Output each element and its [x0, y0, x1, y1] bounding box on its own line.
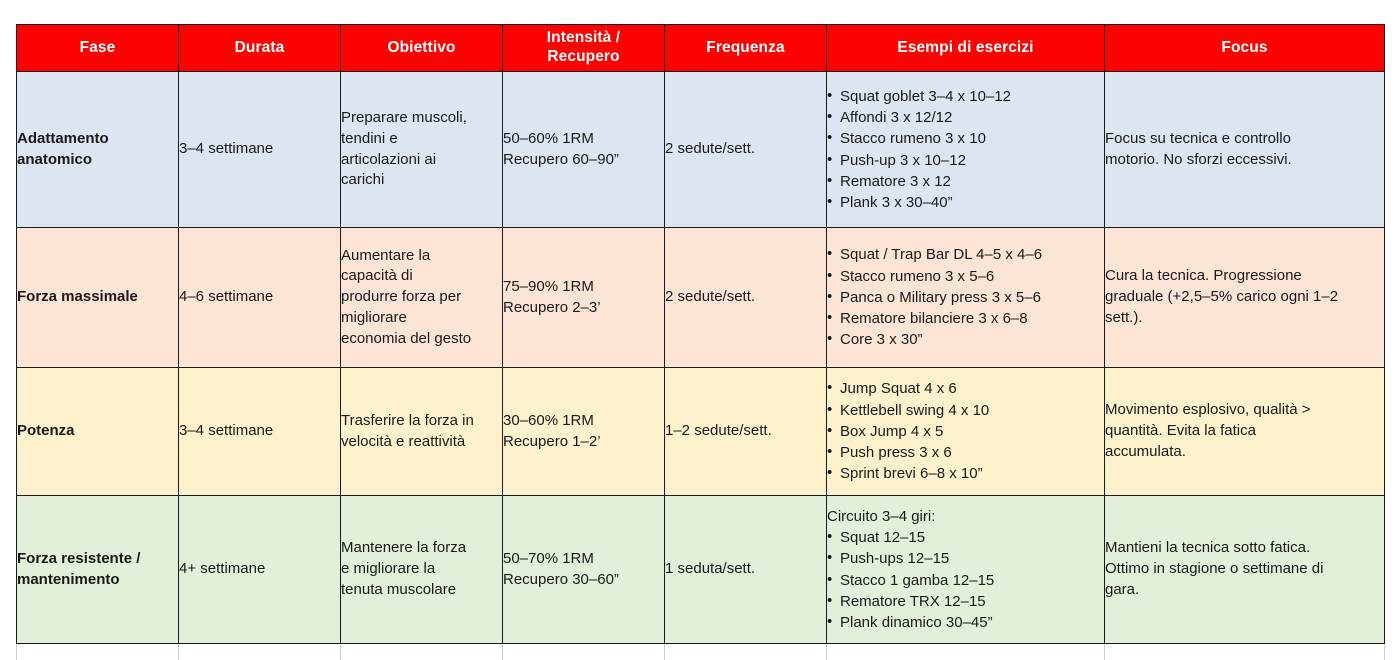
exercise-item: • Squat 12–15 [827, 527, 1104, 548]
cell-obiettivo-line: tenuta muscolare [341, 580, 457, 598]
cell-obiettivo[interactable] [341, 496, 503, 644]
cell-focus-line: graduale (+2,5–5% carico ogni 1–2 [1105, 288, 1339, 306]
column-header-frequenza[interactable]: Frequenza [665, 25, 827, 72]
cell-durata-text: 4–6 settimane [179, 288, 274, 306]
cell-esempi-di-esercizi[interactable] [827, 496, 1105, 644]
cell-focus-line: gara. [1105, 580, 1140, 598]
cell-obiettivo-line: Mantenere la forza [341, 539, 467, 557]
cell-frequenza-text: 1 seduta/sett. [665, 560, 756, 578]
cell-intensita-line: 75–90% 1RM [503, 277, 594, 295]
cell-focus-line: Movimento esplosivo, qualità > [1105, 401, 1311, 419]
exercise-item: • Stacco rumeno 3 x 5–6 [827, 266, 1104, 287]
cell-intensita-line: Recupero 2–3’ [503, 298, 601, 316]
exercise-list [827, 378, 1104, 484]
cell-intensita[interactable] [503, 496, 665, 644]
cell-focus-line: Ottimo in stagione o settimane di [1105, 560, 1324, 578]
exercise-item: • Core 3 x 30” [827, 329, 1104, 350]
exercise-item: • Push press 3 x 6 [827, 442, 1104, 463]
header-row [17, 25, 1385, 72]
table-row [17, 368, 1385, 496]
column-header-fase[interactable]: Fase [17, 25, 179, 72]
cell-focus[interactable] [1105, 644, 1385, 660]
cell-frequenza-text: 2 sedute/sett. [665, 140, 756, 158]
exercise-item: • Squat / Trap Bar DL 4–5 x 4–6 [827, 244, 1104, 265]
exercise-item: • Squat goblet 3–4 x 10–12 [827, 86, 1104, 107]
cell-durata-text: 4+ settimane [179, 560, 266, 578]
header-line-2: Recupero [547, 48, 620, 65]
column-header-obiettivo[interactable]: Obiettivo [341, 25, 503, 72]
column-header-intensita-recupero[interactable] [503, 25, 665, 72]
cell-frequenza-text: 2 sedute/sett. [665, 288, 756, 306]
cell-intensita-line: 50–60% 1RM [503, 129, 594, 147]
cell-intensita[interactable] [503, 644, 665, 660]
cell-intensita[interactable] [503, 72, 665, 228]
cell-fase-line: Forza resistente / [17, 549, 141, 567]
cell-focus-line: sett.). [1105, 308, 1143, 326]
cell-durata[interactable] [179, 368, 341, 496]
cell-obiettivo-line: economia del gesto [341, 329, 472, 347]
cell-focus-line: Cura la tecnica. Progressione [1105, 267, 1302, 285]
cell-obiettivo[interactable] [341, 228, 503, 368]
cell-focus-line: motorio. No sforzi eccessivi. [1105, 150, 1292, 168]
cell-obiettivo-line: velocità e reattività [341, 432, 466, 450]
exercise-item: • Jump Squat 4 x 6 [827, 378, 1104, 399]
cell-durata[interactable] [179, 496, 341, 644]
cell-fase-line: Forza massimale [17, 288, 138, 306]
cell-frequenza[interactable] [665, 368, 827, 496]
cell-intensita[interactable] [503, 228, 665, 368]
table-row [17, 72, 1385, 228]
exercise-list [827, 244, 1104, 350]
cell-focus-line: accumulata. [1105, 442, 1186, 460]
cell-focus[interactable] [1105, 496, 1385, 644]
cell-frequenza[interactable] [665, 644, 827, 660]
exercise-item: • Sprint brevi 6–8 x 10” [827, 463, 1104, 484]
exercise-item: • Rematore 3 x 12 [827, 171, 1104, 192]
cell-obiettivo-line: articolazioni ai [341, 150, 437, 168]
cell-intensita-line: Recupero 1–2’ [503, 432, 601, 450]
exercise-item: • Plank 3 x 30–40” [827, 192, 1104, 213]
table-row [17, 228, 1385, 368]
exercise-item: • Panca o Military press 3 x 5–6 [827, 287, 1104, 308]
cell-intensita-line: 30–60% 1RM [503, 411, 594, 429]
cell-intensita-line: 50–70% 1RM [503, 549, 594, 567]
cell-fase-line: anatomico [17, 150, 93, 168]
cell-durata[interactable] [179, 644, 341, 660]
cell-fase-line: mantenimento [17, 570, 120, 588]
table-row [17, 496, 1385, 644]
table-header [17, 25, 1385, 72]
exercise-list [827, 527, 1104, 633]
cell-fase[interactable] [17, 644, 179, 660]
cell-fase[interactable] [17, 228, 179, 368]
cell-esempi-di-esercizi[interactable] [827, 644, 1105, 660]
cell-durata[interactable] [179, 228, 341, 368]
table-row [17, 644, 1385, 660]
cell-focus-line: Mantieni la tecnica sotto fatica. [1105, 539, 1311, 557]
cell-obiettivo-line: produrre forza per [341, 288, 462, 306]
cell-frequenza-text: 1–2 sedute/sett. [665, 422, 772, 440]
cell-obiettivo-line: capacità di [341, 267, 413, 285]
cell-focus-line: Focus su tecnica e controllo [1105, 129, 1291, 147]
cell-intensita-line: Recupero 30–60” [503, 570, 619, 588]
cell-obiettivo[interactable] [341, 72, 503, 228]
cell-frequenza[interactable] [665, 496, 827, 644]
cell-focus[interactable] [1105, 368, 1385, 496]
exercise-list [827, 86, 1104, 214]
cell-fase[interactable] [17, 72, 179, 228]
exercise-item: • Plank dinamico 30–45” [827, 612, 1104, 633]
cell-obiettivo[interactable] [341, 368, 503, 496]
cell-esempi-di-esercizi[interactable] [827, 72, 1105, 228]
exercise-item: • Box Jump 4 x 5 [827, 421, 1104, 442]
cell-obiettivo-line: e migliorare la [341, 560, 436, 578]
cell-focus-line: quantità. Evita la fatica [1105, 422, 1256, 440]
cell-durata[interactable] [179, 72, 341, 228]
cell-obiettivo-line: migliorare [341, 308, 407, 326]
header-line-1: Intensità / [546, 29, 621, 47]
cell-durata-text: 3–4 settimane [179, 140, 274, 158]
training-phases-table [16, 24, 1385, 660]
exercise-item: • Kettlebell swing 4 x 10 [827, 400, 1104, 421]
column-header-durata[interactable]: Durata [179, 25, 341, 72]
cell-intensita-line: Recupero 60–90” [503, 150, 619, 168]
cell-fase[interactable] [17, 368, 179, 496]
exercise-item: • Rematore TRX 12–15 [827, 591, 1104, 612]
cell-fase-line: Adattamento [17, 129, 109, 147]
cell-obiettivo-line: Aumentare la [341, 246, 431, 264]
cell-obiettivo[interactable] [341, 644, 503, 660]
cell-obiettivo-line: carichi [341, 171, 385, 189]
cell-obiettivo-line: Trasferire la forza in [341, 411, 474, 429]
cell-focus[interactable] [1105, 228, 1385, 368]
cell-fase[interactable] [17, 496, 179, 644]
exercise-item: • Rematore bilanciere 3 x 6–8 [827, 308, 1104, 329]
cell-esempi-di-esercizi[interactable] [827, 228, 1105, 368]
cell-obiettivo-line: tendini e [341, 129, 398, 147]
exercise-intro: Circuito 3–4 giri: [827, 507, 936, 525]
exercise-item: • Affondi 3 x 12/12 [827, 107, 1104, 128]
cell-obiettivo-line: Preparare muscoli, [341, 109, 467, 127]
cell-durata-text: 3–4 settimane [179, 422, 274, 440]
exercise-item: • Stacco 1 gamba 12–15 [827, 570, 1104, 591]
cell-frequenza[interactable] [665, 72, 827, 228]
column-header-focus[interactable]: Focus [1105, 25, 1385, 72]
cell-intensita[interactable] [503, 368, 665, 496]
exercise-item: • Push-up 3 x 10–12 [827, 150, 1104, 171]
table-body [17, 72, 1385, 660]
cell-focus[interactable] [1105, 72, 1385, 228]
column-header-esempi-di-esercizi[interactable]: Esempi di esercizi [827, 25, 1105, 72]
exercise-item: • Push-ups 12–15 [827, 548, 1104, 569]
exercise-item: • Stacco rumeno 3 x 10 [827, 128, 1104, 149]
cell-esempi-di-esercizi[interactable] [827, 368, 1105, 496]
cell-frequenza[interactable] [665, 228, 827, 368]
cell-fase-line: Potenza [17, 422, 75, 440]
